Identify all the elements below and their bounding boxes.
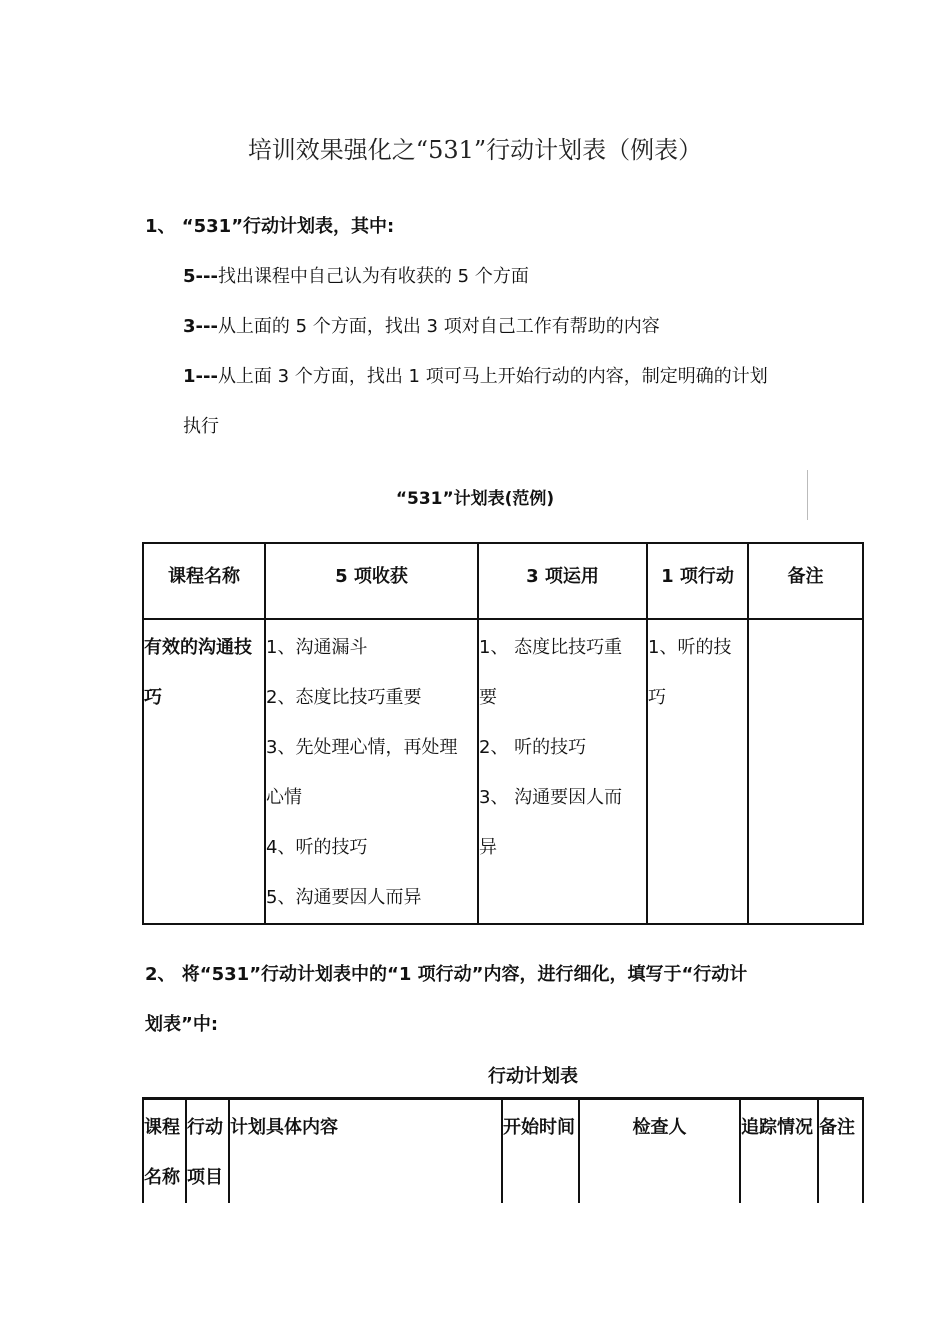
- header-action-item: [186, 1099, 229, 1204]
- header-plan-content: 计划具体内容: [229, 1099, 502, 1204]
- cell-line: 课程: [144, 1117, 180, 1138]
- table-header-row: [143, 1099, 863, 1204]
- header-3-uses: 3 项运用: [478, 543, 647, 619]
- cell-line: 1、沟通漏斗: [266, 637, 368, 658]
- cell-line: 项目: [187, 1167, 223, 1188]
- cell-line: 3、先处理心情，再处理: [266, 737, 458, 758]
- cell-line: 1、 态度比技巧重: [479, 637, 623, 658]
- plan-item-5-text: 找出课程中自己认为有收获的 5 个方面: [217, 266, 529, 287]
- plan-item-3-text: 从上面的 5 个方面，找出 3 项对自己工作有帮助的内容: [217, 316, 660, 337]
- section2-line1: 2、 将“531”行动计划表中的“1 项行动”内容，进行细化，填写于“行动计: [145, 964, 748, 985]
- header-remarks: 备注: [748, 543, 863, 619]
- cell-line: 异: [479, 837, 497, 858]
- plan-item-5: [183, 262, 529, 288]
- cell-line: 要: [479, 687, 497, 708]
- cell-line: 4、听的技巧: [266, 837, 368, 858]
- header-tracking: 追踪情况: [740, 1099, 818, 1204]
- cell-line: 1、听的技: [648, 637, 732, 658]
- cell-line: 5、沟通要因人而异: [266, 887, 422, 908]
- cell-course-name: [143, 619, 265, 924]
- plan-item-1-text: 从上面 3 个方面，找出 1 项可马上开始行动的内容，制定明确的计划: [217, 366, 768, 387]
- plan-item-1: [183, 362, 768, 388]
- cell-1-action: [647, 619, 748, 924]
- page-title: 培训效果强化之“531”行动计划表（例表）: [247, 136, 703, 164]
- header-5-gains: 5 项收获: [265, 543, 478, 619]
- header-course-name: [143, 1099, 186, 1204]
- header-1-action: 1 项行动: [647, 543, 748, 619]
- cell-3-uses: [478, 619, 647, 924]
- cell-line: 巧: [144, 687, 162, 708]
- header-remarks: 备注: [818, 1099, 863, 1204]
- plan-item-1-continuation: 执行: [183, 416, 219, 437]
- plan-item-3-num: 3---: [183, 316, 218, 337]
- table-row: [143, 619, 863, 924]
- plan-item-5-num: 5---: [183, 266, 218, 287]
- header-start-time: 开始时间: [502, 1099, 579, 1204]
- divider-line: [807, 470, 808, 520]
- section2-line2: 划表”中:: [145, 1014, 219, 1035]
- table2-caption: 行动计划表: [488, 1066, 578, 1087]
- cell-line: 心情: [266, 787, 302, 808]
- cell-line: 2、 听的技巧: [479, 737, 587, 758]
- header-course-name: 课程名称: [143, 543, 265, 619]
- cell-5-gains: [265, 619, 478, 924]
- cell-line: 巧: [648, 687, 666, 708]
- header-inspector: 检查人: [579, 1099, 740, 1204]
- cell-line: 名称: [144, 1167, 180, 1188]
- table-header-row: [143, 543, 863, 619]
- cell-line: 行动: [187, 1117, 223, 1138]
- cell-line: 3、 沟通要因人而: [479, 787, 623, 808]
- plan-item-3: [183, 312, 660, 338]
- action-plan-table: [142, 1097, 864, 1203]
- cell-line: 2、态度比技巧重要: [266, 687, 422, 708]
- section1-heading: 1、 “531”行动计划表，其中:: [145, 216, 395, 237]
- cell-remarks: [748, 619, 863, 924]
- cell-line: 有效的沟通技: [144, 637, 252, 658]
- plan-531-table: [142, 542, 864, 925]
- table1-caption: “531”计划表(范例): [395, 489, 555, 509]
- plan-item-1-num: 1---: [183, 366, 218, 387]
